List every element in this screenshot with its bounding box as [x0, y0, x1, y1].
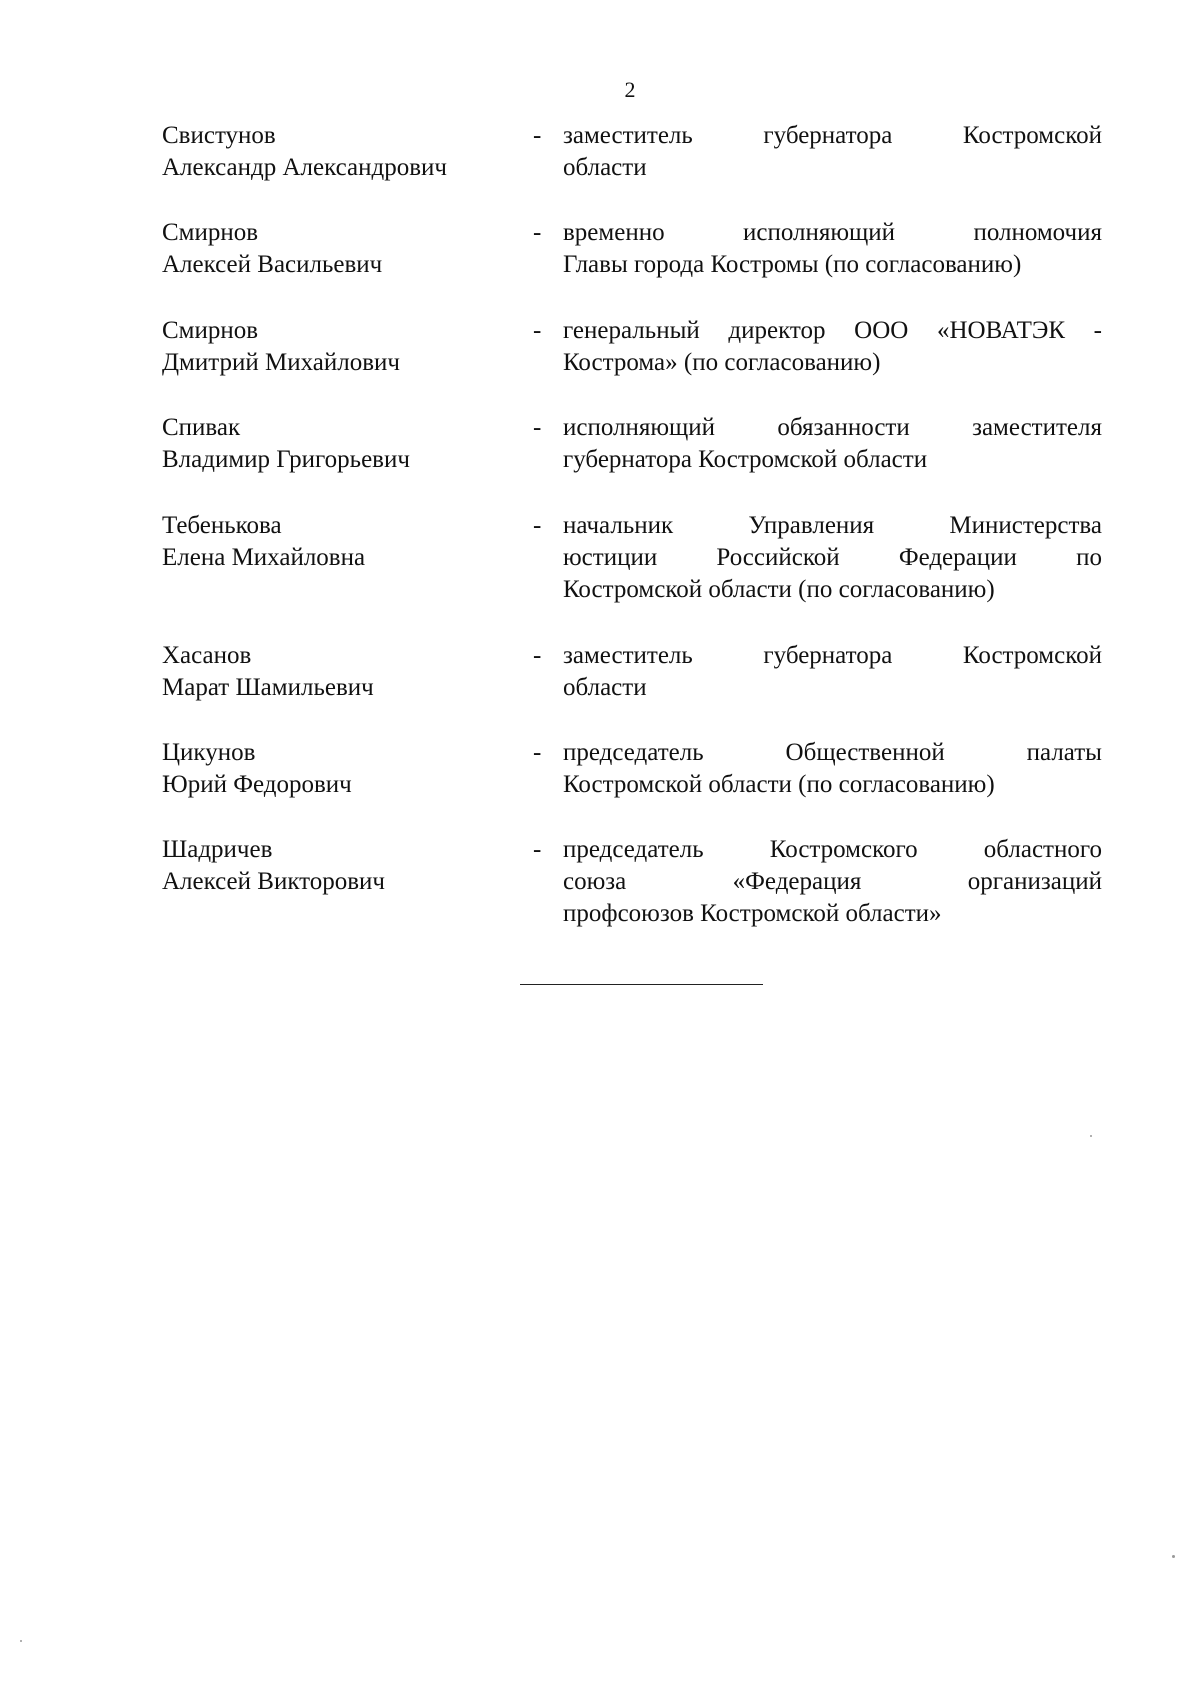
position-word: председатель — [563, 739, 704, 766]
position-word: Костромской области (по согласованию) — [563, 771, 995, 798]
member-given-names: Дмитрий Михайлович — [162, 349, 400, 376]
position-line — [563, 866, 1102, 898]
position-word: генеральный — [563, 317, 700, 344]
position-word: исполняющий — [563, 414, 716, 441]
position-word: временно — [563, 219, 665, 246]
scan-speck — [1090, 1135, 1092, 1137]
position-line — [563, 217, 1102, 249]
position-line — [563, 574, 1102, 606]
position-word: Главы города Костромы (по согласованию) — [563, 251, 1022, 278]
position-word: начальник — [563, 512, 674, 539]
position-line — [563, 542, 1102, 574]
member-position — [563, 640, 1102, 704]
position-word: Общественной — [785, 739, 945, 766]
position-word: Кострома» (по согласованию) — [563, 349, 881, 376]
page-number: 2 — [624, 77, 636, 102]
position-word: по — [1076, 544, 1102, 571]
separator-dash: - — [533, 219, 542, 246]
position-word: Управления — [748, 512, 875, 539]
member-name — [162, 834, 522, 898]
member-surname: Цикунов — [162, 739, 256, 766]
position-word: губернатора Костромской области — [563, 446, 928, 473]
position-line — [563, 898, 1102, 930]
member-name — [162, 640, 522, 704]
position-word: профсоюзов Костромской области» — [563, 900, 942, 927]
position-line — [563, 769, 1102, 801]
member-position — [563, 510, 1102, 606]
scan-speck — [1172, 1555, 1175, 1558]
member-name — [162, 120, 522, 184]
position-word: - — [1093, 317, 1102, 344]
member-given-names: Юрий Федорович — [162, 771, 352, 798]
position-line — [563, 315, 1102, 347]
position-word: заместителя — [972, 414, 1102, 441]
closing-rule — [520, 984, 763, 985]
member-given-names: Алексей Викторович — [162, 868, 385, 895]
member-surname: Смирнов — [162, 219, 259, 246]
position-word: Костромского — [769, 836, 918, 863]
position-word: директор — [728, 317, 826, 344]
position-word: Федерации — [898, 544, 1017, 571]
position-line — [563, 640, 1102, 672]
position-word: ООО — [854, 317, 909, 344]
position-word: области — [563, 674, 647, 701]
separator-dash: - — [533, 317, 542, 344]
position-line — [563, 444, 1102, 476]
member-name — [162, 737, 522, 801]
member-position — [563, 737, 1102, 801]
position-line — [563, 737, 1102, 769]
position-line — [563, 120, 1102, 152]
member-position — [563, 315, 1102, 379]
position-word: заместитель — [563, 122, 693, 149]
separator-dash: - — [533, 739, 542, 766]
member-given-names: Марат Шамильевич — [162, 674, 374, 701]
member-surname: Тебенькова — [162, 512, 282, 539]
position-word: области — [563, 154, 647, 181]
position-line — [563, 347, 1102, 379]
member-position — [563, 217, 1102, 281]
position-word: «Федерация — [732, 868, 862, 895]
member-position — [563, 120, 1102, 184]
member-given-names: Владимир Григорьевич — [162, 446, 410, 473]
member-surname: Свистунов — [162, 122, 276, 149]
position-word: Костромской области (по согласованию) — [563, 576, 995, 603]
position-line — [563, 152, 1102, 184]
scan-speck — [20, 1640, 22, 1642]
position-word: «НОВАТЭК — [937, 317, 1066, 344]
position-word: губернатора — [763, 122, 893, 149]
position-word: союза — [563, 868, 627, 895]
separator-dash: - — [533, 122, 542, 149]
separator-dash: - — [533, 414, 542, 441]
position-word: полномочия — [973, 219, 1102, 246]
member-surname: Шадричев — [162, 836, 273, 863]
member-position — [563, 412, 1102, 476]
position-line — [563, 672, 1102, 704]
position-word: председатель — [563, 836, 704, 863]
member-surname: Спивак — [162, 414, 241, 441]
member-surname: Хасанов — [162, 642, 252, 669]
separator-dash: - — [533, 512, 542, 539]
position-word: организаций — [967, 868, 1102, 895]
position-word: Министерства — [949, 512, 1102, 539]
position-line — [563, 834, 1102, 866]
position-line — [563, 249, 1102, 281]
member-surname: Смирнов — [162, 317, 259, 344]
position-word: обязанности — [777, 414, 910, 441]
position-word: Костромской — [962, 642, 1102, 669]
member-given-names: Александр Александрович — [162, 154, 447, 181]
position-line — [563, 412, 1102, 444]
member-name — [162, 217, 522, 281]
member-given-names: Алексей Васильевич — [162, 251, 383, 278]
position-word: Российской — [716, 544, 840, 571]
member-position — [563, 834, 1102, 930]
position-line — [563, 510, 1102, 542]
position-word: заместитель — [563, 642, 693, 669]
member-name — [162, 412, 522, 476]
position-word: Костромской — [962, 122, 1102, 149]
separator-dash: - — [533, 836, 542, 863]
position-word: губернатора — [763, 642, 893, 669]
member-name — [162, 315, 522, 379]
member-given-names: Елена Михайловна — [162, 544, 366, 571]
position-word: исполняющий — [742, 219, 896, 246]
position-word: областного — [983, 836, 1102, 863]
position-word: юстиции — [563, 544, 658, 571]
member-name — [162, 510, 522, 574]
position-word: палаты — [1026, 739, 1102, 766]
separator-dash: - — [533, 642, 542, 669]
